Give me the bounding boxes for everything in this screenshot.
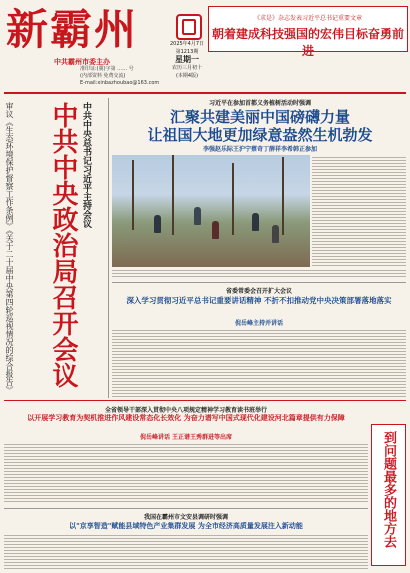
masthead-title: 新霸州: [6, 5, 139, 54]
tree-icon: [132, 160, 134, 230]
person-figure: [252, 213, 259, 231]
issue-pages: (本期4版): [175, 73, 199, 79]
top-feature-kicker: 《求是》杂志发表习近平总书记重要文章: [253, 15, 362, 22]
lead-story-kicker: 习近平在参加首都义务植树活动时强调: [208, 100, 311, 107]
story-divider: [4, 508, 368, 509]
fourth-story-headline: 以"京享智造"赋能县域特色产业集群发展 为全市经济高质量发展注入新动能: [69, 522, 303, 530]
fourth-story-kicker: 我国在霸州市文安县调研时强调: [143, 514, 228, 521]
second-story-byline: 倪岳峰主持并讲话: [234, 320, 283, 327]
issue-lunar: 农历三月初十: [171, 65, 202, 71]
third-story-headline: 以开展学习教育为契机推进作风建设常态化长效化 为奋力谱写中国式现代化建设河北篇章提供有力保障: [27, 414, 345, 422]
lead-story-headline-1: 汇聚共建美丽中国磅礴力量: [169, 108, 350, 126]
masthead-publisher: 中共霸州市委主办: [54, 58, 110, 66]
person-figure: [212, 221, 219, 239]
left-feature-subtitle: 审议《生态环境保护督察工作条例》《关于二十届中央第四轮巡视情况的综合报告》: [5, 102, 14, 394]
issue-date: 2025年4月7日: [169, 41, 205, 47]
meta-line: E-mail:xinbazhoubao@163.com: [80, 80, 160, 86]
second-story-body: [112, 328, 406, 398]
left-feature-kicker: 中共中央总书记习近平主持会议: [81, 102, 91, 228]
tree-planting-photo: [112, 155, 310, 267]
person-figure: [194, 207, 201, 225]
top-feature-box: [208, 6, 408, 58]
masthead-rule: [4, 92, 406, 94]
third-story-body: [4, 442, 368, 504]
photo-caption: [112, 268, 406, 278]
top-feature-headline: 朝着建成科技强国的宏伟目标奋勇前进: [211, 27, 404, 58]
second-story-kicker: 省委常委会召开扩大会议: [225, 288, 292, 295]
masthead-meta-block: [80, 66, 170, 87]
issue-weekday: 星期一: [175, 55, 199, 64]
left-feature-title: 中共中央政治局召开会议: [48, 102, 78, 388]
meta-line: (内部资料 免费交流): [80, 73, 126, 79]
tree-icon: [282, 157, 284, 235]
second-story-headline: 深入学习贯彻习近平总书记重要讲话精神 不折不扣推动党中央决策部署落地落实: [126, 296, 392, 305]
lead-story-subline: 李强赵乐际王沪宁蔡奇丁薛祥李希韩正参加: [202, 146, 317, 153]
commentary-box: [371, 424, 406, 566]
lead-story-body: [312, 155, 406, 267]
tree-icon: [172, 155, 174, 235]
third-story-kicker: 全省领导干部深入贯彻中央八项规定精神学习教育读书班举行: [104, 407, 267, 414]
tree-icon: [232, 163, 234, 235]
third-story-byline: 倪岳峰讲话 王正谱王秀群进等出席: [139, 434, 233, 441]
person-figure: [272, 225, 279, 243]
meta-line: 准印证:(冀)字第 …… 号: [80, 66, 134, 72]
person-figure: [154, 215, 161, 233]
column-divider: [108, 98, 109, 398]
section-rule: [4, 400, 406, 401]
fourth-story-body: [4, 533, 368, 569]
issue-number: 第1213期: [175, 49, 199, 55]
commentary-title: 到问题最多的地方去: [381, 431, 396, 548]
story-divider: [112, 282, 406, 283]
lead-story-headline-2: 让祖国大地更加绿意盎然生机勃发: [147, 126, 373, 144]
newspaper-seal-icon: [176, 14, 202, 40]
issue-info: [165, 40, 209, 80]
